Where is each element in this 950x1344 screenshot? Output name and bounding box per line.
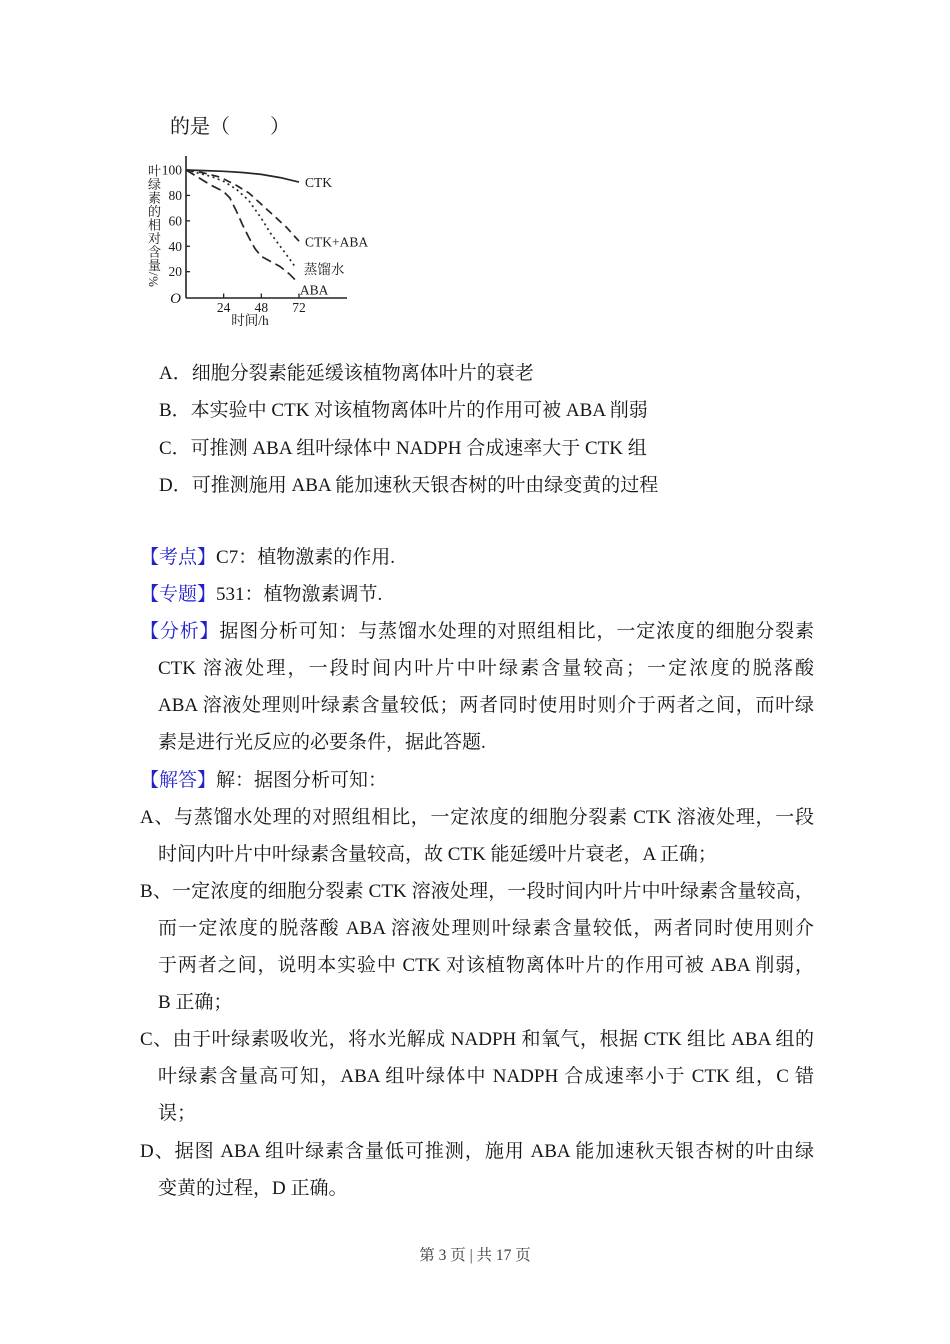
solution-line-7: A、与蒸馏水处理的对照组相比，一定浓度的细胞分裂素 CTK 溶液处理，一段 xyxy=(140,806,814,828)
y-tick-label: 40 xyxy=(168,238,182,254)
question-stem-tail: 的是（ ） xyxy=(170,116,290,138)
chart-canvas xyxy=(140,150,460,338)
y-tick-label: 80 xyxy=(168,187,182,203)
series-label-ABA: ABA xyxy=(299,282,329,298)
series-lines xyxy=(186,170,368,298)
x-tick-label: 48 xyxy=(254,300,269,315)
option-D: D．可推测施用 ABA 能加速秋天银杏树的叶由绿变黄的过程 xyxy=(159,474,659,496)
y-tick-label: 20 xyxy=(168,264,182,280)
series-line-ABA xyxy=(186,170,296,281)
option-A: A．细胞分裂素能延缓该植物离体叶片的衰老 xyxy=(159,363,534,384)
solution-line-2: 【分析】据图分析可知：与蒸馏水处理的对照组相比，一定浓度的细胞分裂素 xyxy=(140,621,814,643)
section-tag: 【解答】 xyxy=(140,769,217,791)
solution-line-12: B 正确； xyxy=(158,992,233,1014)
solution-line-13: C、由于叶绿素吸收光，将水光解成 NADPH 和氧气，根据 CTK 组比 ABA 组的 xyxy=(140,1029,814,1051)
y-axis-label: 叶绿素的相对含量/% xyxy=(146,164,161,288)
solution-line-0: 【考点】C7：植物激素的作用. xyxy=(140,547,395,568)
x-axis-label: 时间/h xyxy=(231,313,269,328)
x-tick-label: 24 xyxy=(216,300,231,315)
series-label-蒸馏水: 蒸馏水 xyxy=(303,261,345,277)
solution-line-5: 素是进行光反应的必要条件，据此答题. xyxy=(158,732,486,754)
solution-line-10: 而一定浓度的脱落酸 ABA 溶液处理则叶绿素含量较低，两者同时使用则介 xyxy=(158,917,814,939)
axis-ticks xyxy=(162,163,306,316)
solution-text xyxy=(140,539,814,1207)
y-tick-label: 60 xyxy=(168,213,182,229)
solution-line-15: 误； xyxy=(158,1103,197,1125)
origin-label: O xyxy=(170,291,181,307)
solution-line-17: 变黄的过程，D 正确。 xyxy=(158,1177,348,1199)
options-list xyxy=(159,355,819,504)
solution-line-3: CTK 溶液处理，一段时间内叶片中叶绿素含量较高；一定浓度的脱落酸 xyxy=(158,658,814,680)
y-tick-label: 100 xyxy=(161,162,182,178)
x-tick-label: 72 xyxy=(292,300,306,315)
section-tag: 【考点】 xyxy=(140,547,217,568)
solution-line-9: B、一定浓度的细胞分裂素 CTK 溶液处理，一段时间内叶片中叶绿素含量较高， xyxy=(140,880,814,902)
solution-line-1: 【专题】531：植物激素调节. xyxy=(140,584,383,606)
solution-line-16: D、据图 ABA 组叶绿素含量低可推测，施用 ABA 能加速秋天银杏树的叶由绿 xyxy=(140,1140,814,1162)
chlorophyll-line-chart xyxy=(140,150,460,338)
solution-line-14: 叶绿素含量高可知，ABA 组叶绿体中 NADPH 合成速率小于 CTK 组，C 错 xyxy=(158,1066,814,1088)
solution-line-6: 【解答】解：据图分析可知： xyxy=(140,769,388,791)
option-B: B．本实验中 CTK 对该植物离体叶片的作用可被 ABA 削弱 xyxy=(159,400,648,422)
solution-line-8: 时间内叶片中叶绿素含量较高，故 CTK 能延缓叶片衰老，A 正确； xyxy=(158,843,717,865)
series-label-CTK+ABA: CTK+ABA xyxy=(304,234,369,250)
section-tag: 【分析】 xyxy=(140,621,220,643)
solution-line-11: 于两者之间，说明本实验中 CTK 对该植物离体叶片的作用可被 ABA 削弱， xyxy=(158,955,814,977)
option-C: C．可推测 ABA 组叶绿体中 NADPH 合成速率大于 CTK 组 xyxy=(159,437,647,459)
page-footer: 第 3 页 | 共 17 页 xyxy=(419,1247,531,1264)
section-tag: 【专题】 xyxy=(140,584,217,606)
solution-line-4: ABA 溶液处理则叶绿素含量较低；两者同时使用时则介于两者之间，而叶绿 xyxy=(158,695,814,717)
series-line-蒸馏水 xyxy=(186,170,296,268)
series-label-CTK: CTK xyxy=(304,175,332,191)
